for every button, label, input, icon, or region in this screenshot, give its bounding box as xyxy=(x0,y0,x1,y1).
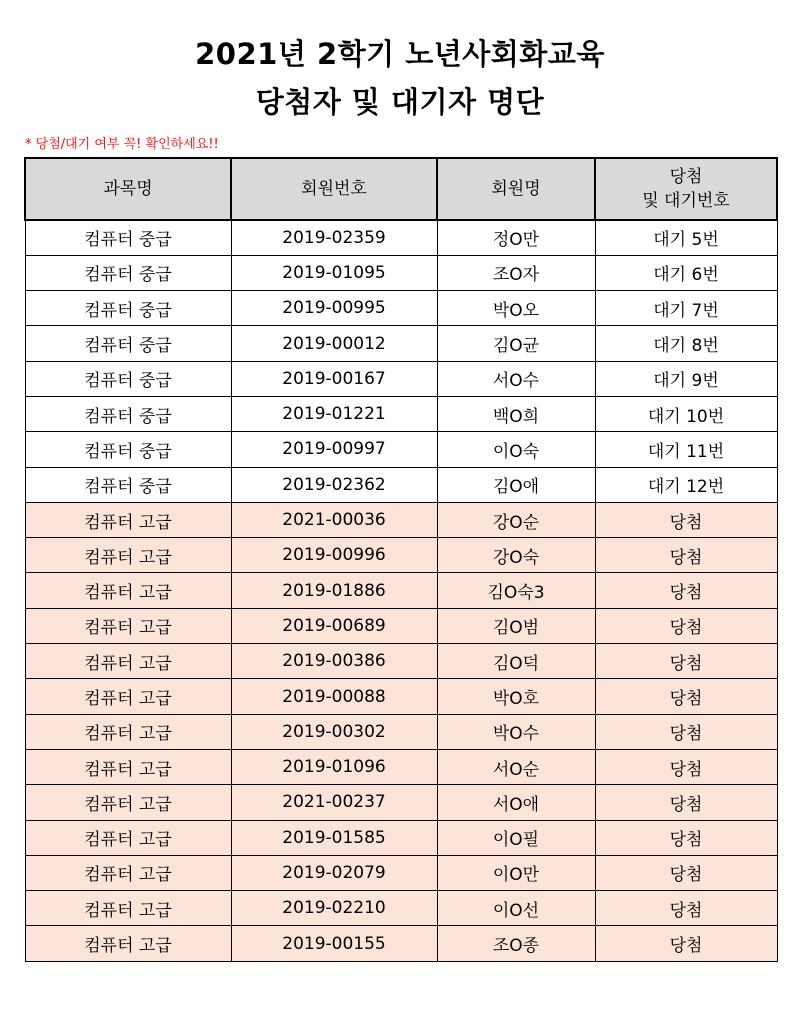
cell-result: 당첨 xyxy=(595,573,777,608)
cell-member-number: 2019-00689 xyxy=(231,608,437,643)
cell-member-number: 2021-00036 xyxy=(231,502,437,537)
cell-member-name: 서O순 xyxy=(437,749,595,784)
cell-member-number: 2019-01221 xyxy=(231,396,437,431)
table-row xyxy=(25,220,777,255)
cell-member-number: 2019-02362 xyxy=(231,467,437,502)
cell-member-name: 조O자 xyxy=(437,255,595,290)
cell-course: 컴퓨터 중급 xyxy=(25,255,231,290)
cell-course: 컴퓨터 중급 xyxy=(25,396,231,431)
cell-course: 컴퓨터 고급 xyxy=(25,891,231,926)
cell-course: 컴퓨터 고급 xyxy=(25,785,231,820)
cell-member-number: 2019-01886 xyxy=(231,573,437,608)
cell-member-name: 조O종 xyxy=(437,926,595,961)
cell-course: 컴퓨터 고급 xyxy=(25,573,231,608)
cell-course: 컴퓨터 중급 xyxy=(25,467,231,502)
cell-course: 컴퓨터 고급 xyxy=(25,749,231,784)
cell-member-name: 서O애 xyxy=(437,785,595,820)
cell-course: 컴퓨터 중급 xyxy=(25,220,231,255)
cell-member-name: 강O순 xyxy=(437,502,595,537)
cell-member-number: 2021-00237 xyxy=(231,785,437,820)
table-body xyxy=(25,220,777,961)
header-course: 과목명 xyxy=(25,158,231,220)
cell-result: 대기 6번 xyxy=(595,255,777,290)
cell-member-number: 2019-00155 xyxy=(231,926,437,961)
cell-result: 당첨 xyxy=(595,538,777,573)
cell-member-name: 이O필 xyxy=(437,820,595,855)
table-row xyxy=(25,291,777,326)
table-row xyxy=(25,538,777,573)
cell-result: 당첨 xyxy=(595,926,777,961)
table-row xyxy=(25,679,777,714)
cell-course: 컴퓨터 고급 xyxy=(25,855,231,890)
cell-member-name: 정O만 xyxy=(437,220,595,255)
cell-member-name: 강O숙 xyxy=(437,538,595,573)
cell-result: 대기 9번 xyxy=(595,361,777,396)
table-row xyxy=(25,361,777,396)
cell-member-number: 2019-02210 xyxy=(231,891,437,926)
header-member-number: 회원번호 xyxy=(231,158,437,220)
cell-course: 컴퓨터 고급 xyxy=(25,926,231,961)
table-row xyxy=(25,926,777,961)
cell-course: 컴퓨터 중급 xyxy=(25,361,231,396)
table-row xyxy=(25,644,777,679)
cell-member-name: 김O범 xyxy=(437,608,595,643)
cell-result: 대기 8번 xyxy=(595,326,777,361)
table-row xyxy=(25,820,777,855)
cell-result: 당첨 xyxy=(595,891,777,926)
cell-member-name: 이O만 xyxy=(437,855,595,890)
cell-member-name: 이O선 xyxy=(437,891,595,926)
cell-member-number: 2019-02079 xyxy=(231,855,437,890)
cell-member-number: 2019-00996 xyxy=(231,538,437,573)
table-row xyxy=(25,326,777,361)
table-row xyxy=(25,891,777,926)
cell-member-name: 박O호 xyxy=(437,679,595,714)
page-subtitle: 당첨자 및 대기자 명단 xyxy=(255,85,545,119)
cell-member-name: 김O숙3 xyxy=(437,573,595,608)
cell-member-number: 2019-00997 xyxy=(231,432,437,467)
cell-result: 대기 7번 xyxy=(595,291,777,326)
table-row xyxy=(25,573,777,608)
cell-result: 당첨 xyxy=(595,749,777,784)
cell-result: 당첨 xyxy=(595,785,777,820)
table-row xyxy=(25,785,777,820)
cell-course: 컴퓨터 고급 xyxy=(25,538,231,573)
cell-member-name: 백O희 xyxy=(437,396,595,431)
header-result xyxy=(595,158,777,220)
header-result-line2: 및 대기번호 xyxy=(642,191,730,211)
table-row xyxy=(25,467,777,502)
page-title: 2021년 2학기 노년사회화교육 xyxy=(195,37,605,71)
cell-result: 당첨 xyxy=(595,679,777,714)
cell-member-number: 2019-02359 xyxy=(231,220,437,255)
cell-member-number: 2019-00386 xyxy=(231,644,437,679)
header-result-line1: 당첨 xyxy=(669,167,703,187)
cell-course: 컴퓨터 고급 xyxy=(25,820,231,855)
table-row xyxy=(25,714,777,749)
table-row xyxy=(25,255,777,290)
table-row xyxy=(25,432,777,467)
header-member-name: 회원명 xyxy=(437,158,595,220)
cell-member-number: 2019-01095 xyxy=(231,255,437,290)
cell-result: 당첨 xyxy=(595,714,777,749)
cell-course: 컴퓨터 중급 xyxy=(25,291,231,326)
cell-result: 대기 5번 xyxy=(595,220,777,255)
cell-member-name: 이O숙 xyxy=(437,432,595,467)
cell-result: 당첨 xyxy=(595,644,777,679)
cell-course: 컴퓨터 고급 xyxy=(25,608,231,643)
cell-result: 당첨 xyxy=(595,855,777,890)
cell-member-name: 박O오 xyxy=(437,291,595,326)
cell-course: 컴퓨터 중급 xyxy=(25,326,231,361)
cell-course: 컴퓨터 고급 xyxy=(25,644,231,679)
table-row xyxy=(25,608,777,643)
cell-member-number: 2019-00167 xyxy=(231,361,437,396)
cell-member-name: 김O균 xyxy=(437,326,595,361)
cell-result: 대기 12번 xyxy=(595,467,777,502)
cell-member-number: 2019-00088 xyxy=(231,679,437,714)
cell-member-number: 2019-00012 xyxy=(231,326,437,361)
table-row xyxy=(25,855,777,890)
notice-text: * 당첨/대기 여부 꼭! 확인하세요!! xyxy=(25,137,219,152)
cell-result: 당첨 xyxy=(595,502,777,537)
cell-member-number: 2019-01585 xyxy=(231,820,437,855)
cell-result: 대기 11번 xyxy=(595,432,777,467)
table-row xyxy=(25,502,777,537)
table-row xyxy=(25,749,777,784)
cell-course: 컴퓨터 고급 xyxy=(25,502,231,537)
cell-result: 당첨 xyxy=(595,820,777,855)
cell-course: 컴퓨터 중급 xyxy=(25,432,231,467)
cell-course: 컴퓨터 고급 xyxy=(25,679,231,714)
cell-member-name: 서O수 xyxy=(437,361,595,396)
roster-table xyxy=(24,157,778,962)
cell-member-name: 박O수 xyxy=(437,714,595,749)
cell-result: 대기 10번 xyxy=(595,396,777,431)
cell-member-number: 2019-01096 xyxy=(231,749,437,784)
cell-member-number: 2019-00302 xyxy=(231,714,437,749)
cell-member-name: 김O덕 xyxy=(437,644,595,679)
cell-result: 당첨 xyxy=(595,608,777,643)
table-header-row xyxy=(25,158,777,220)
table-row xyxy=(25,396,777,431)
cell-member-name: 김O애 xyxy=(437,467,595,502)
cell-member-number: 2019-00995 xyxy=(231,291,437,326)
cell-course: 컴퓨터 고급 xyxy=(25,714,231,749)
